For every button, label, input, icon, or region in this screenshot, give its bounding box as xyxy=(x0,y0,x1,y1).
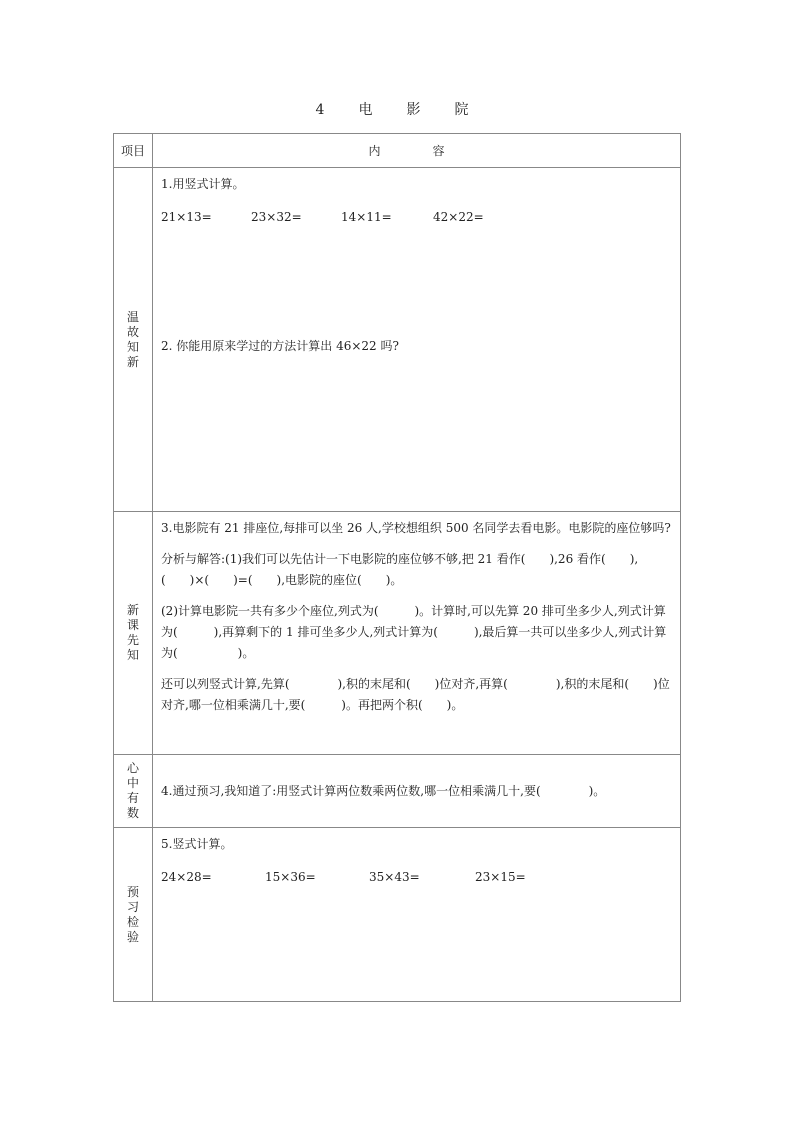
analysis-2: (2)计算电影院一共有多少个座位,列式为( )。计算时,可以先算 20 排可坐多少人,列式计算为( ),再算剩下的 1 排可坐多少人,列式计算为( ),最后算一共可以坐多少人,列式计算为( )。 xyxy=(161,604,667,660)
question-5: 5.竖式计算。 xyxy=(161,837,233,851)
section-summary xyxy=(114,755,681,828)
analysis-3: 还可以列竖式计算,先算( ),积的末尾和( )位对齐,再算( ),积的末尾和( )位对齐,哪一位相乘满几十,要( )。再把两个积( )。 xyxy=(161,677,670,712)
q1-expr-2: 23×32= xyxy=(251,210,302,224)
header-content: 内 容 xyxy=(153,134,681,168)
section-check xyxy=(114,828,681,1002)
section-content-preview xyxy=(153,512,681,755)
q1-expr-3: 14×11= xyxy=(341,210,392,224)
section-label-review: 温故知新 xyxy=(126,309,139,369)
section-review xyxy=(114,168,681,512)
question-4: 4.通过预习,我知道了:用竖式计算两位数乘两位数,哪一位相乘满几十,要( )。 xyxy=(161,783,606,798)
section-label-preview: 新课先知 xyxy=(126,603,139,662)
q1-expressions xyxy=(161,207,672,228)
q5-expr-1: 24×28= xyxy=(161,870,212,884)
table-header-row xyxy=(114,134,681,168)
section-label-check: 预习检验 xyxy=(126,884,139,944)
q1-expr-1: 21×13= xyxy=(161,210,212,224)
q5-expr-2: 15×36= xyxy=(265,870,316,884)
q5-expr-4: 23×15= xyxy=(475,870,526,884)
question-2: 2. 你能用原来学过的方法计算出 46×22 吗? xyxy=(161,339,399,353)
section-content-review xyxy=(153,168,681,512)
section-label-summary: 心中有数 xyxy=(126,761,139,820)
analysis-1: 分析与解答:(1)我们可以先估计一下电影院的座位够不够,把 21 看作( ),26 看作( ),( )×( )=( ),电影院的座位( )。 xyxy=(161,552,639,587)
section-content-summary xyxy=(153,755,681,828)
header-item: 项目 xyxy=(114,134,153,168)
worksheet-table xyxy=(113,133,681,1002)
question-1: 1.用竖式计算。 xyxy=(161,177,245,191)
question-3: 3.电影院有 21 排座位,每排可以坐 26 人,学校想组织 500 名同学去看电影。电影院的座位够吗? xyxy=(161,521,671,535)
section-preview xyxy=(114,512,681,755)
page-title: 4 电 影 院 xyxy=(315,102,479,118)
section-content-check xyxy=(153,828,681,1002)
q1-expr-4: 42×22= xyxy=(433,210,484,224)
q5-expr-3: 35×43= xyxy=(369,870,420,884)
q5-expressions xyxy=(161,867,672,888)
